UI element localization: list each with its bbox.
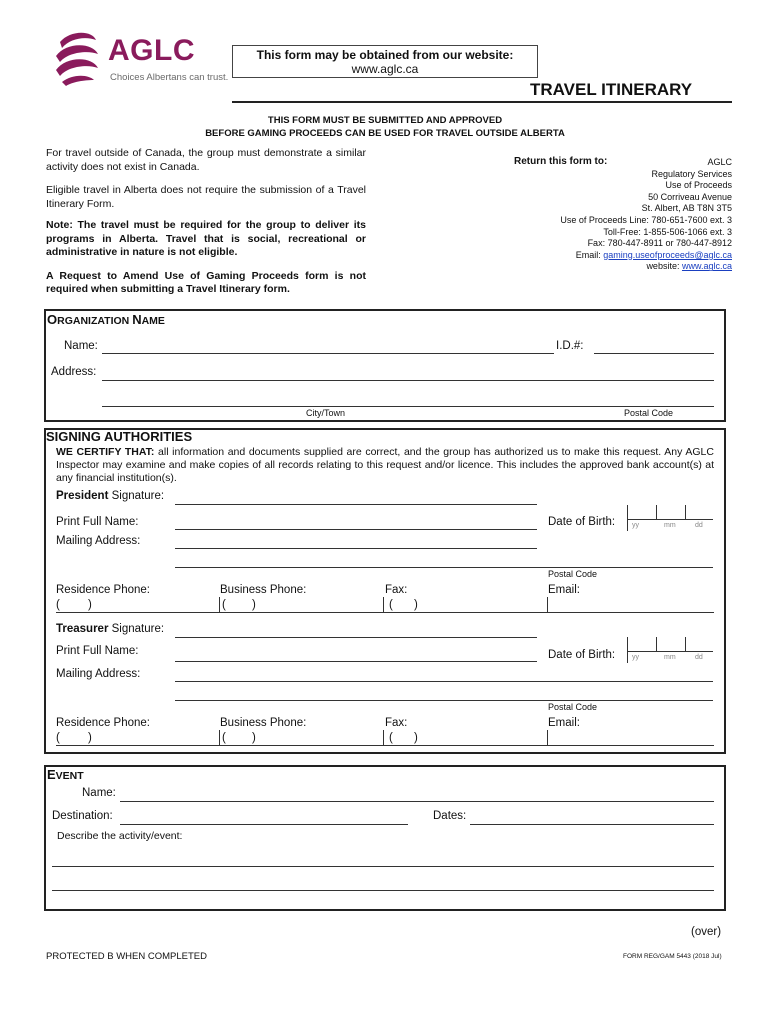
- treasurer-postal-label: Postal Code: [548, 702, 598, 712]
- org-id-label: I.D.#:: [556, 340, 584, 352]
- return-line: Use of Proceeds Line: 780-651-7600 ext. 3: [560, 214, 732, 225]
- president-mailing-label: Mailing Address:: [56, 535, 141, 547]
- treasurer-fax-area-open: (: [389, 732, 393, 744]
- website-box-line1: This form may be obtained from our website:: [256, 48, 514, 62]
- treasurer-mailing-line2-field[interactable]: [175, 700, 713, 701]
- intro-text: [46, 147, 366, 297]
- form-title: TRAVEL ITINERARY: [530, 80, 693, 99]
- treasurer-fax-area-close: ): [414, 732, 418, 744]
- aglc-logo: [52, 28, 232, 90]
- president-fax-label: Fax:: [385, 584, 408, 596]
- president-signature-label: President Signature:: [56, 490, 165, 502]
- treasurer-dob-field[interactable]: [627, 651, 713, 652]
- president-dob-yy: yy: [632, 522, 639, 529]
- treasurer-email-label: Email:: [548, 717, 580, 729]
- president-dob-label: Date of Birth:: [548, 516, 616, 528]
- treasurer-fax-label: Fax:: [385, 717, 408, 729]
- president-phone-divider-2: [383, 597, 384, 613]
- president-res-area-close: ): [88, 599, 92, 611]
- event-describe-field-1[interactable]: [52, 866, 714, 867]
- subtitle: [170, 114, 600, 140]
- title-rule: [232, 101, 732, 103]
- logo-tagline: Choices Albertans can trust.: [110, 72, 229, 83]
- event-name-field[interactable]: [120, 801, 714, 802]
- treasurer-phone-field[interactable]: [56, 745, 714, 746]
- intro-p4: A Request to Amend Use of Gaming Proceeds form is not required when submitting a Travel Itinerary form.: [46, 269, 366, 295]
- org-name-label: Name:: [64, 340, 98, 352]
- president-dob-dd: dd: [695, 522, 703, 529]
- president-print-name-label: Print Full Name:: [56, 516, 139, 528]
- return-dept: Regulatory Services: [651, 168, 732, 179]
- president-postal-label: Postal Code: [548, 569, 598, 579]
- president-print-name-field[interactable]: [175, 529, 537, 530]
- president-dob-divider-3: [685, 505, 686, 519]
- president-res-phone-label: Residence Phone:: [56, 584, 150, 596]
- treasurer-signature-label: Treasurer Signature:: [56, 623, 165, 635]
- certify-text: [56, 446, 714, 485]
- return-city: St. Albert, AB T8N 3T5: [641, 203, 732, 214]
- treasurer-phone-divider-1: [219, 730, 220, 746]
- president-dob-field[interactable]: [627, 519, 713, 520]
- president-mailing-line2-field[interactable]: [175, 567, 713, 568]
- subtitle-line1: THIS FORM MUST BE SUBMITTED AND APPROVED: [267, 115, 503, 126]
- return-website-row: [560, 261, 732, 273]
- return-tollfree: Toll-Free: 1-855-506-1066 ext. 3: [603, 226, 732, 237]
- event-describe-label: Describe the activity/event:: [57, 830, 183, 842]
- treasurer-dob-divider-1: [627, 637, 628, 663]
- certify-bold: WE CERTIFY THAT:: [56, 446, 155, 458]
- treasurer-dob-mm: mm: [664, 654, 676, 661]
- president-res-area-open: (: [56, 599, 60, 611]
- president-phone-divider-3: [547, 597, 548, 613]
- treasurer-phone-divider-3: [547, 730, 548, 746]
- org-name-field[interactable]: [102, 353, 554, 354]
- event-name-label: Name:: [82, 787, 116, 799]
- treasurer-res-area-close: ): [88, 732, 92, 744]
- president-phone-divider-1: [219, 597, 220, 613]
- website-box-line2: www.aglc.ca: [351, 62, 419, 76]
- return-label: Return this form to:: [514, 156, 608, 167]
- president-dob-divider-2: [656, 505, 657, 519]
- treasurer-dob-yy: yy: [632, 654, 639, 661]
- return-website-link[interactable]: www.aglc.ca: [681, 261, 732, 272]
- aglc-logo-icon: [52, 28, 102, 86]
- treasurer-bus-area-close: ): [252, 732, 256, 744]
- treasurer-dob-label: Date of Birth:: [548, 649, 616, 661]
- event-dates-field[interactable]: [470, 824, 714, 825]
- logo-wordmark: AGLC: [108, 34, 195, 67]
- president-phone-field[interactable]: [56, 612, 714, 613]
- signing-heading: SIGNING AUTHORITIES: [46, 429, 193, 444]
- president-dob-divider-1: [627, 505, 628, 531]
- president-dob-mm: mm: [664, 522, 676, 529]
- treasurer-mailing-label: Mailing Address:: [56, 668, 141, 680]
- treasurer-dob-dd: dd: [695, 654, 703, 661]
- president-signature-field[interactable]: [175, 504, 537, 505]
- org-address-label: Address:: [51, 366, 97, 378]
- certify-body: all information and documents supplied are correct, and the group has authorized us to make this request. Any AGLC Inspector may examine and make copies of all records relating to this request and/or licence. This includes the approved bank account(s) at any financial institution(s).: [56, 446, 714, 484]
- subtitle-line2: BEFORE GAMING PROCEEDS CAN BE USED FOR TRAVEL OUTSIDE ALBERTA: [205, 128, 565, 139]
- treasurer-phone-divider-2: [383, 730, 384, 746]
- event-describe-field-2[interactable]: [52, 890, 714, 891]
- return-unit: Use of Proceeds: [665, 180, 732, 191]
- president-bus-area-close: ): [252, 599, 256, 611]
- treasurer-dob-divider-3: [685, 637, 686, 651]
- return-street: 50 Corriveau Avenue: [648, 191, 732, 202]
- over-label: (over): [691, 926, 722, 938]
- org-city-label: City/Town: [306, 408, 346, 418]
- return-email-label: Email:: [575, 249, 604, 260]
- event-heading: EVENT: [47, 767, 84, 782]
- form-number: FORM REG/GAM 5443 (2018 Jul): [623, 953, 722, 960]
- treasurer-print-name-label: Print Full Name:: [56, 645, 139, 657]
- treasurer-dob-divider-2: [656, 637, 657, 651]
- treasurer-res-phone-label: Residence Phone:: [56, 717, 150, 729]
- event-destination-field[interactable]: [120, 824, 408, 825]
- event-dates-label: Dates:: [433, 810, 467, 822]
- treasurer-bus-area-open: (: [222, 732, 226, 744]
- president-fax-area-close: ): [414, 599, 418, 611]
- treasurer-signature-field[interactable]: [175, 637, 537, 638]
- intro-p2: Eligible travel in Alberta does not require the submission of a Travel Itinerary Form.: [46, 184, 366, 210]
- org-id-field[interactable]: [594, 353, 714, 354]
- return-email-link[interactable]: gaming.useofproceeds@aglc.ca: [603, 249, 732, 260]
- president-email-label: Email:: [548, 584, 580, 596]
- return-website-label: website:: [646, 261, 682, 272]
- org-address-field[interactable]: [102, 380, 714, 381]
- return-email-row: [560, 250, 732, 262]
- event-destination-label: Destination:: [52, 810, 113, 822]
- website-box: [232, 45, 538, 78]
- treasurer-print-name-field[interactable]: [175, 661, 537, 662]
- organization-heading: ORGANIZATION NAME: [47, 312, 165, 327]
- president-bus-phone-label: Business Phone:: [220, 584, 307, 596]
- president-fax-area-open: (: [389, 599, 393, 611]
- president-mailing-field[interactable]: [175, 548, 537, 549]
- treasurer-mailing-field[interactable]: [175, 681, 713, 682]
- protected-label: PROTECTED B WHEN COMPLETED: [46, 951, 207, 962]
- org-postal-label: Postal Code: [624, 408, 674, 418]
- intro-p1: For travel outside of Canada, the group must demonstrate a similar activity does not exist in Canada.: [46, 147, 366, 173]
- org-address-line2-field[interactable]: [102, 406, 714, 407]
- return-fax: Fax: 780-447-8911 or 780-447-8912: [587, 238, 732, 249]
- president-bus-area-open: (: [222, 599, 226, 611]
- intro-p3: Note: The travel must be required for the group to deliver its programs in Alberta. Travel that is social, recreational or administrative in nature is not eligible.: [46, 219, 366, 258]
- return-address: [560, 157, 732, 273]
- treasurer-bus-phone-label: Business Phone:: [220, 717, 307, 729]
- return-org: AGLC: [707, 157, 732, 167]
- treasurer-res-area-open: (: [56, 732, 60, 744]
